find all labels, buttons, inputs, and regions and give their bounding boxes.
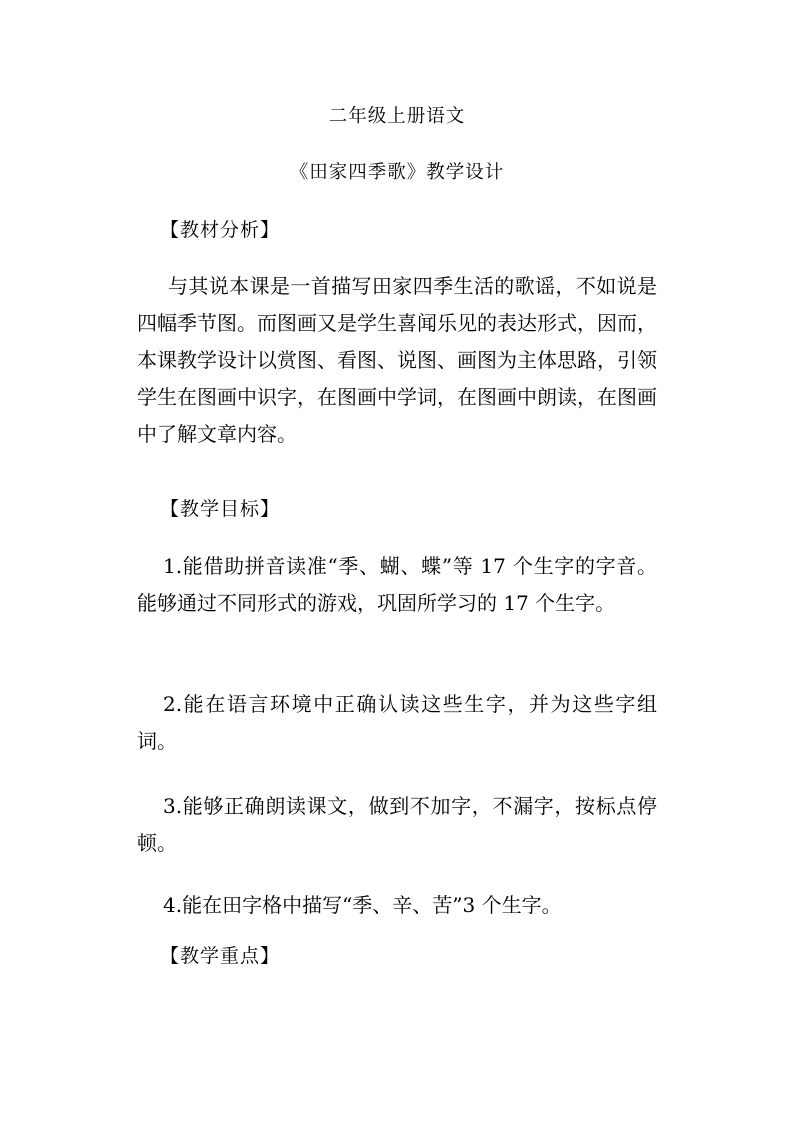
objective-item-4: 4.能在田字格中描写“季、辛、苦”3 个生字。	[163, 893, 562, 917]
section-heading-analysis: 【教材分析】	[160, 219, 281, 241]
objective-item-3: 3.能够正确朗读课文，做到不加字，不漏字，按标点停顿。	[137, 794, 657, 855]
analysis-paragraph: 与其说本课是一首描写田家四季生活的歌谣，不如说是四幅季节图。而图画又是学生喜闻乐见的表达形式，因而，本课教学设计以赏图、看图、说图、画图为主体思路，引领学生在图画中识字，在图画中学词，在图画中朗读，在图画中了解文章内容。	[137, 274, 657, 446]
document-title: 《田家四季歌》教学设计	[289, 162, 505, 183]
section-heading-key-points: 【教学重点】	[160, 945, 281, 967]
objective-item-2: 2.能在语言环境中正确认读这些生字，并为这些字组词。	[137, 692, 657, 753]
objective-item-1: 1.能借助拼音读准“季、蝴、蝶”等 17 个生字的字音。能够通过不同形式的游戏，巩固所学习的 17 个生字。	[137, 554, 657, 615]
section-heading-objectives: 【教学目标】	[160, 498, 281, 520]
document-subtitle: 二年级上册语文	[328, 106, 466, 127]
